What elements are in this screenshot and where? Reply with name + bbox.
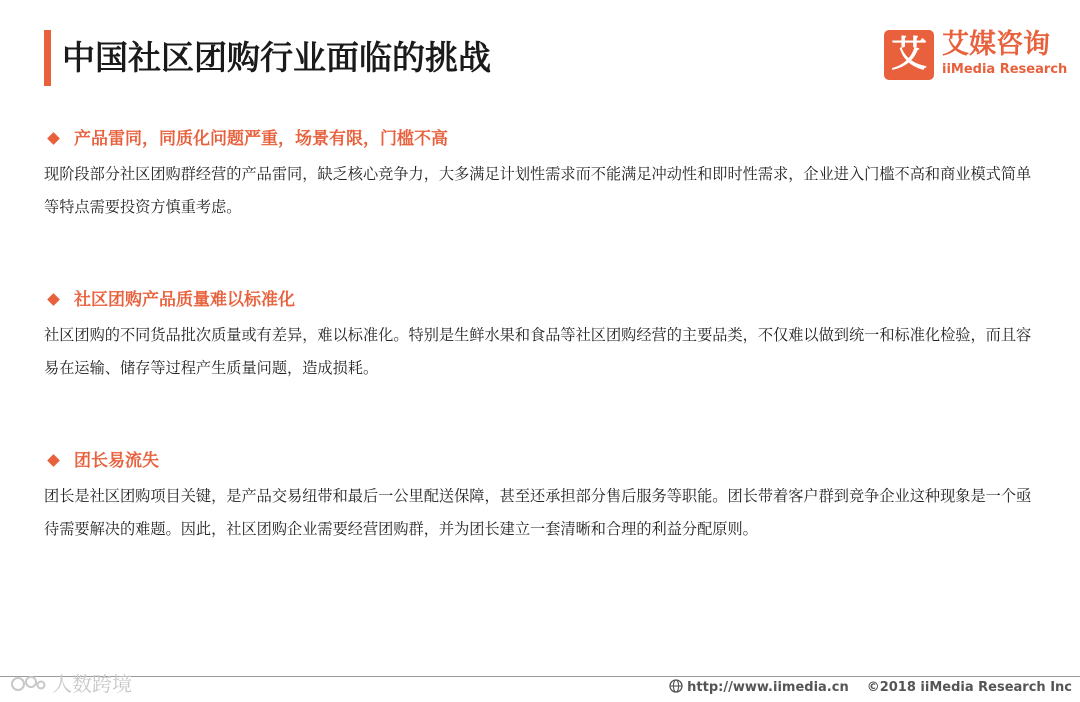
logo-mark: 艾 [884, 30, 934, 80]
title-accent-bar [44, 30, 51, 86]
section-body: 现阶段部分社区团购群经营的产品雷同，缺乏核心竞争力，大多满足计划性需求而不能满足冲动性和即时性需求，企业进入门槛不高和商业模式简单等特点需要投资方慎重考虑。 [44, 165, 1032, 216]
section-heading [44, 287, 1044, 313]
watermark-logo-icon [10, 674, 46, 694]
section-1 [44, 126, 1044, 224]
diamond-bullet-icon [47, 132, 60, 145]
section-body: 团长是社区团购项目关键，是产品交易纽带和最后一公里配送保障，甚至还承担部分售后服务等职能。团长带着客户群到竞争企业这种现象是一个亟待需要解决的难题。因此，社区团购企业需要经营团购群，并为团长建立一套清晰和合理的利益分配原则。 [44, 487, 1032, 538]
section-heading-text: 社区团购产品质量难以标准化 [74, 290, 295, 310]
section-heading [44, 126, 1044, 152]
watermark [10, 670, 132, 698]
section-heading [44, 448, 1044, 474]
footer-info [669, 679, 1072, 697]
page-title: 中国社区团购行业面临的挑战 [62, 38, 491, 77]
watermark-text: 人数跨境 [52, 672, 132, 696]
section-2 [44, 287, 1044, 385]
section-heading-text: 团长易流失 [74, 451, 159, 471]
globe-icon [669, 679, 683, 693]
footer-url-link[interactable]: http://www.iimedia.cn [687, 680, 849, 695]
section-body: 社区团购的不同货品批次质量或有差异，难以标准化。特别是生鲜水果和食品等社区团购经营的主要品类，不仅难以做到统一和标准化检验，而且容易在运输、储存等过程产生质量问题，造成损耗。 [44, 326, 1032, 377]
copyright-text: ©2018 iiMedia Research Inc [866, 680, 1072, 695]
diamond-bullet-icon [47, 293, 60, 306]
section-3 [44, 448, 1044, 546]
logo-name-en: iiMedia Research [942, 62, 1068, 77]
footer-divider [0, 676, 1080, 677]
section-heading-text: 产品雷同，同质化问题严重，场景有限，门槛不高 [74, 129, 448, 149]
diamond-bullet-icon [47, 454, 60, 467]
brand-logo [884, 29, 1068, 82]
logo-name-cn: 艾媒咨询 [942, 29, 1050, 60]
